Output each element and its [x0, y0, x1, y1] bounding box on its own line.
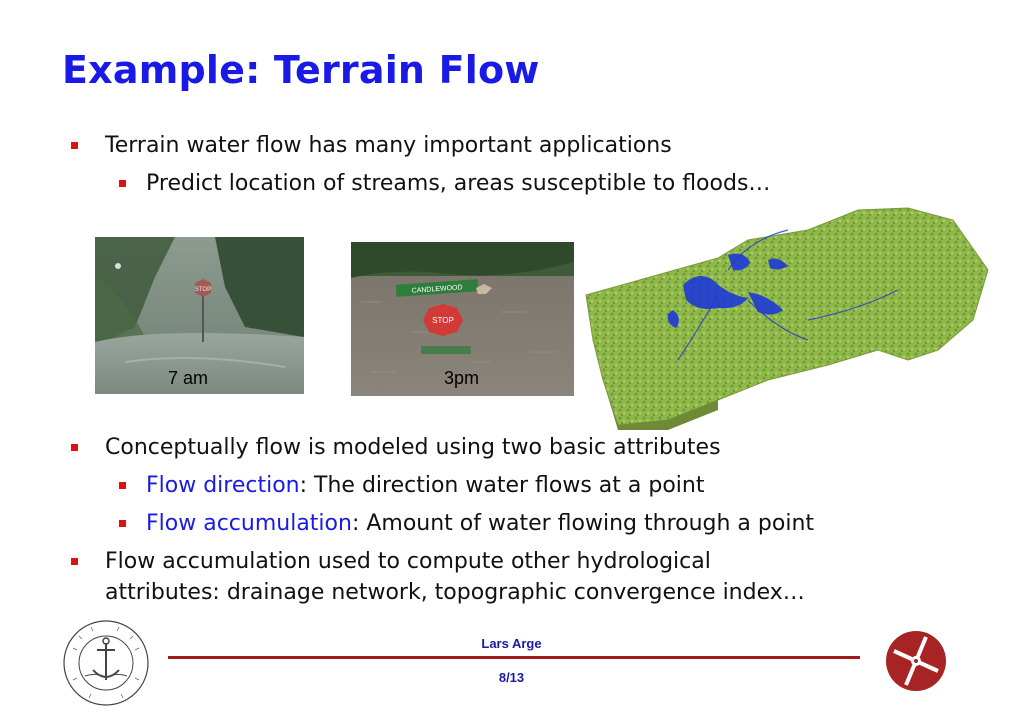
university-logo	[884, 629, 948, 693]
bullet-3-line-1: Flow accumulation used to compute other hydrological	[105, 549, 711, 574]
sub-bullet-marker	[119, 180, 126, 187]
bullet-1: Terrain water flow has many important applications	[105, 133, 672, 158]
terrain-flow-render	[578, 200, 996, 430]
page-number: 8/13	[498, 670, 525, 685]
photo-caption-7am: 7 am	[168, 368, 209, 388]
sub-bullet-marker	[119, 520, 126, 527]
bullet-2: Conceptually flow is modeled using two basic attributes	[105, 435, 721, 460]
flow-accumulation-term: Flow accumulation	[146, 511, 352, 536]
university-seal	[59, 618, 153, 712]
bullet-marker	[71, 558, 78, 565]
bullet-1-sub: Predict location of streams, areas susceptible to floods…	[146, 171, 771, 196]
street-sign-text: CANDLEWOOD	[411, 284, 463, 295]
flow-direction-term: Flow direction	[146, 473, 300, 498]
terrain-flow-image	[578, 200, 996, 430]
stop-sign-text-2: STOP	[432, 316, 454, 325]
bullet-2-sub-2	[146, 509, 814, 538]
sub-bullet-marker	[119, 482, 126, 489]
seal-icon	[59, 618, 153, 708]
footer-divider	[168, 656, 860, 659]
stop-sign-text: STOP	[194, 287, 212, 293]
flow-direction-definition: : The direction water flows at a point	[299, 473, 705, 498]
bullet-3-line-2: attributes: drainage network, topographic convergence index…	[105, 580, 805, 605]
bullet-2-sub-1	[146, 471, 704, 500]
footer-author: Lars Arge	[481, 636, 542, 651]
photo-caption-3pm: 3pm	[444, 368, 480, 388]
flow-accumulation-definition: : Amount of water flowing through a point	[351, 511, 815, 536]
logo-icon	[884, 629, 948, 693]
slide-title: Example: Terrain Flow	[62, 48, 540, 92]
bullet-marker	[71, 142, 78, 149]
bullet-marker	[71, 444, 78, 451]
